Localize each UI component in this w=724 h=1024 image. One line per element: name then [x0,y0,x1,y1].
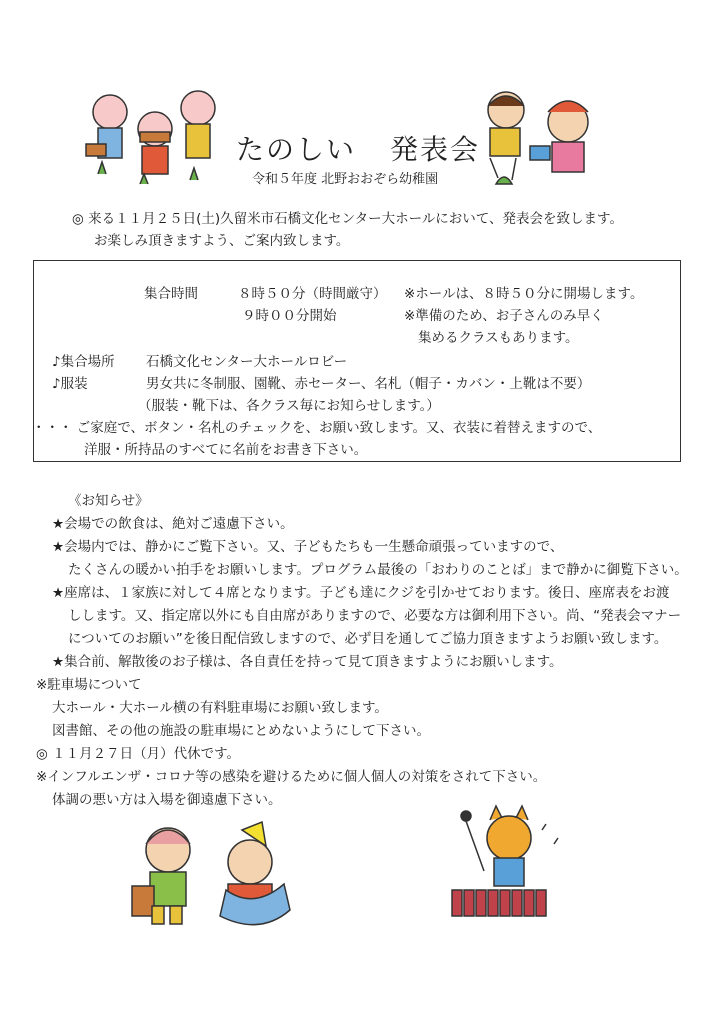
info-box [33,260,681,462]
place-label: ♪集合場所 [52,354,115,370]
notice-line: についてのお願い”を後日配信致しますので、必ず目を通してご協力頂きますようお願い致します。 [68,631,668,647]
time-note-3: 集めるクラスもあります。 [418,330,579,346]
dress-value-1: 男女共に冬制服、園靴、赤セーター、名札（帽子・カバン・上靴は不要） [146,376,591,392]
time-value-1: ８時５０分（時間厳守） [238,286,387,302]
notice-line: ★会場内では、静かにご覧下さい。又、子どもたちも一生懸命頑張っていますので、 [52,539,564,555]
intro-text [72,208,623,252]
check-line-2: 洋服・所持品のすべてに名前をお書き下さい。 [84,442,368,458]
three-pigs-illustration [80,84,230,194]
notice-line: ★集合前、解散後のお子様は、各自責任を持って見て頂きますようにお願いします。 [52,654,563,670]
check-line-1: ・・・ ご家庭で、ボタン・名札のチェックを、お願い致します。又、衣装に着替えますので、 [32,420,602,436]
school-name: 令和５年度 北野おおぞら幼稚園 [252,172,439,187]
notice-line: 体調の悪い方は入場を御遠慮下さい。 [52,792,282,808]
title-part-2: 発表会 [390,133,481,166]
notice-line: 図書館、その他の施設の駐車場にとめないようにして下さい。 [52,723,430,739]
notice-line: ※駐車場について [36,677,142,693]
time-value-2: ９時００分開始 [242,308,337,324]
dress-label: ♪服装 [52,376,88,392]
children-talking-illustration [124,820,314,940]
intro-line-1: ◎ 来る１１月２５日(土)久留米市石橋文化センター大ホールにおいて、発表会を致します。 [72,211,623,227]
time-note-1: ※ホールは、８時５０分に開場します。 [404,286,644,302]
notice-line: ※インフルエンザ・コロナ等の感染を避けるために個人個人の対策をされて下さい。 [36,769,547,785]
notice-line: ◎ １１月２７日（月）代休です。 [36,746,240,762]
notice-line: 大ホール・大ホール横の有料駐車場にお願い致します。 [52,700,388,716]
dress-value-2: （服装・靴下は、各クラス毎にお知らせします。） [138,398,440,414]
notice-line: しします。又、指定席以外にも自由席がありますので、必要な方は御利用下さい。尚、“発表会マナー [68,608,682,624]
notice-heading: 《お知らせ》 [68,493,149,509]
notice-section [36,490,688,812]
notice-line: ★座席は、１家族に対して４席となります。子ども達にクジを引かせております。後日、座席表をお渡 [52,585,670,601]
intro-line-2: お楽しみ頂きますよう、ご案内致します。 [94,233,350,249]
notice-line: ★会場での飲食は、絶対ご遠慮下さい。 [52,516,294,532]
time-label: 集合時間 [144,286,198,302]
title-part-1: たのしい [236,133,357,166]
time-note-2: ※準備のため、お子さんのみ早く [404,308,604,324]
page-title [236,128,480,168]
place-value: 石橋文化センター大ホールロビー [146,354,348,370]
cat-xylophone-illustration [446,800,566,920]
notice-line: たくさんの暖かい拍手をお願いします。プログラム最後の「おわりのことば」まで静かに御覧下さい。 [68,562,688,578]
children-watering-illustration [468,88,618,198]
